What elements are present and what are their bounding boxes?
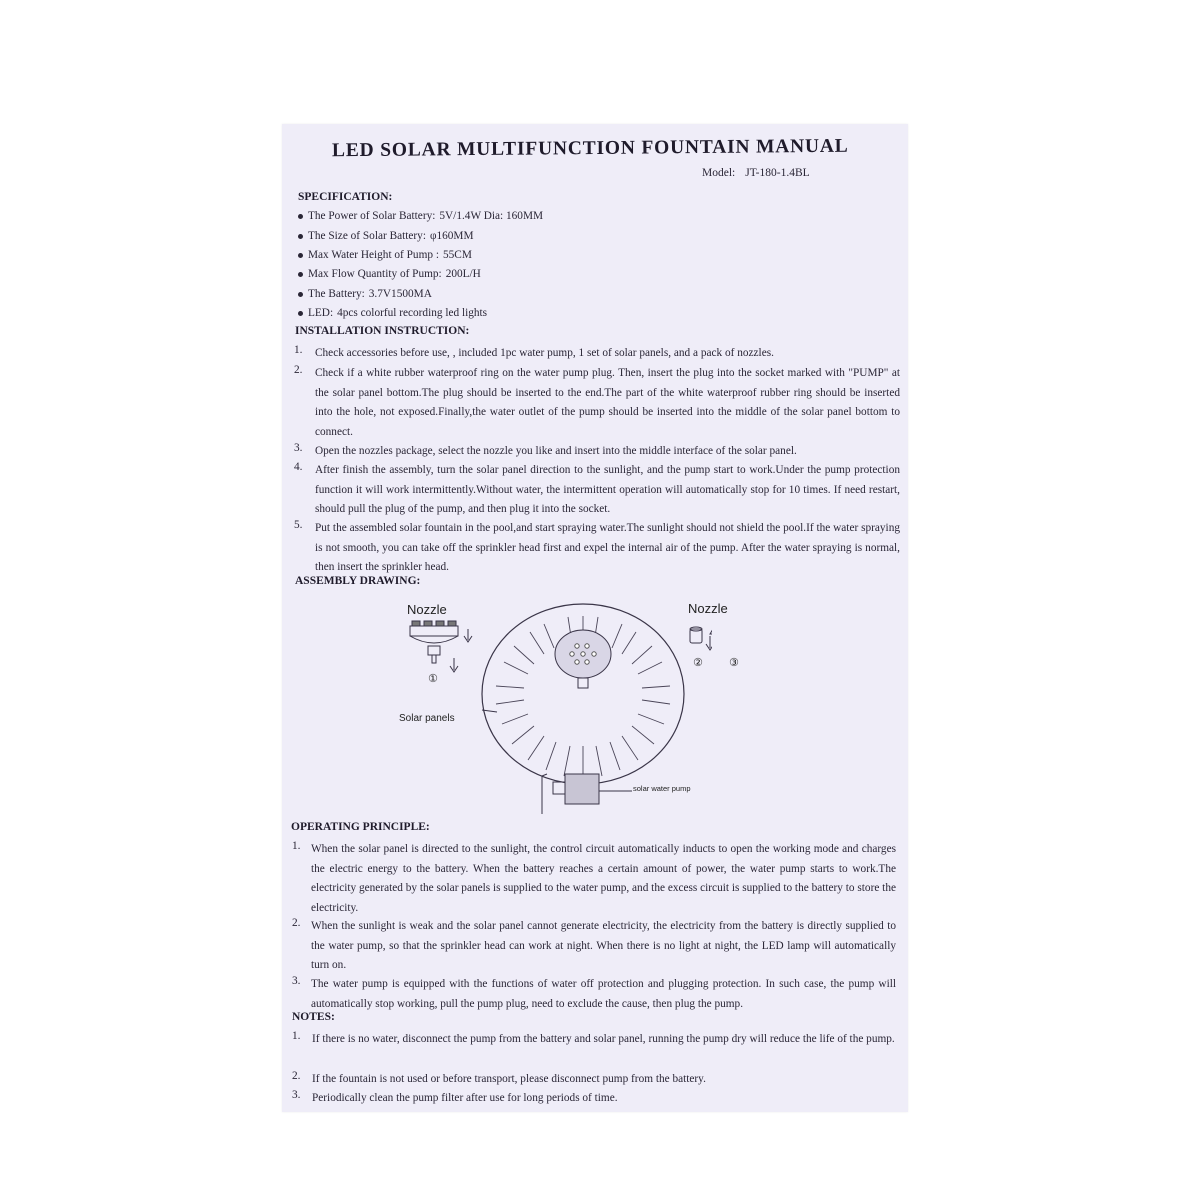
installation-item [294,519,900,579]
nozzle-2-icon [690,627,712,650]
operating-item [292,840,896,920]
item-text: Periodically clean the pump filter after use for long periods of time. [312,1092,618,1104]
spec-label: Max Water Height of Pump : [308,249,439,261]
solar-panel-disc [482,604,684,784]
item-number: 5. [294,519,303,531]
nozzle-3-icon [710,624,712,634]
model-label: Model: [702,167,736,179]
item-text: Open the nozzles package, select the nozzle you like and insert into the middle interface of the solar panel. [315,445,797,457]
item-text: Check accessories before use, , included 1pc water pump, 1 set of solar panels, and a pack of nozzles. [315,347,774,359]
item-number: 1. [292,840,301,852]
notes-heading: NOTES: [292,1011,335,1023]
bullet-icon [298,234,303,239]
item-text: Put the assembled solar fountain in the pool,and start spraying water.The sunlight should not shield the pool.If the water spraying is not smooth, you can take off the sprinkler head first and expel the internal air of the pump. After the water spraying is normal, then insert the sprinkler head. [315,522,900,573]
spec-item [298,288,432,300]
notes-item [292,1030,896,1070]
installation-item [294,461,900,521]
spec-item [298,249,472,261]
bullet-icon [298,272,303,277]
nozzle-number-3: ③ [729,657,739,669]
spec-label: The Battery: [308,288,365,300]
spec-item [298,210,543,222]
spec-value: 3.7V1500MA [368,288,432,300]
item-text: The water pump is equipped with the functions of water off protection and plugging protection. In such case, the pump will automatically stop working, pull the pump plug, need to exclude the cause, then plug the pump. [311,978,896,1010]
item-text: When the solar panel is directed to the sunlight, the control circuit automatically inducts to open the working mode and charges the electric energy to the battery. When the battery reaches a certain amount of power, the water pump starts to work.The electricity generated by the solar panels is supplied to the water pump, and the excess circuit is supplied to the battery to store the electricity. [311,843,896,914]
item-number: 2. [294,364,303,376]
specification-heading: SPECIFICATION: [298,191,393,203]
operating-item [292,975,896,1015]
manual-title: LED SOLAR MULTIFUNCTION FOUNTAIN MANUAL [331,135,849,162]
bullet-icon [298,311,303,316]
solar-panels-label: Solar panels [399,713,455,724]
spec-label: Max Flow Quantity of Pump: [308,268,442,280]
nozzle-1-icon [410,621,472,672]
nozzle-number-1: ① [428,673,438,685]
item-number: 1. [294,344,303,356]
bullet-icon [298,292,303,297]
spec-value: 200L/H [445,268,481,280]
model-value: JT-180-1.4BL [745,167,810,179]
operating-item [292,917,896,977]
item-text: Check if a white rubber waterproof ring on the water pump plug. Then, insert the plug into the socket marked with "PUMP" at the solar panel bottom.The plug should be inserted to the end.The part of the white waterproof rubber ring should be inserted into the hole, not exposed.Finally,the water outlet of the pump should be inserted into the middle of the solar panel bottom to connect. [315,367,900,438]
assembly-drawing [382,594,739,814]
installation-heading: INSTALLATION INSTRUCTION: [295,325,470,337]
bullet-icon [298,253,303,258]
spec-label: LED: [308,307,334,319]
model-line [702,167,810,179]
item-text: If there is no water, disconnect the pump from the battery and solar panel, running the pump dry will reduce the life of the pump. [312,1033,895,1045]
spec-item [298,230,474,242]
bullet-icon [298,214,303,219]
item-text: After finish the assembly, turn the solar panel direction to the sunlight, and the pump start to work.Under the pump protection function it will work intermittently.Without water, the intermittent operation will automatically stop for 10 times. If need restart, should pull the plug of the pump, and then plug it into the socket. [315,464,900,515]
installation-item [294,442,900,462]
spec-item [298,307,487,319]
item-number: 3. [292,975,301,987]
assembly-heading: ASSEMBLY DRAWING: [295,575,421,587]
notes-item [292,1070,896,1090]
item-number: 4. [294,461,303,473]
spec-label: The Power of Solar Battery: [308,210,436,222]
installation-item [294,364,900,444]
item-number: 2. [292,917,301,929]
spec-value: 55CM [442,249,472,261]
item-number: 3. [294,442,303,454]
nozzle-left-label: Nozzle [407,602,447,617]
operating-heading: OPERATING PRINCIPLE: [291,821,430,833]
spec-label: The Size of Solar Battery: [308,230,426,242]
item-number: 1. [292,1030,301,1042]
item-number: 3. [292,1089,301,1101]
installation-item [294,344,900,364]
spec-value: 5V/1.4W Dia: 160MM [439,210,544,222]
assembly-diagram [382,594,712,814]
pump-label: solar water pump [633,784,691,793]
spec-value: 4pcs colorful recording led lights [337,307,488,319]
item-number: 2. [292,1070,301,1082]
nozzle-number-2: ② [693,657,703,669]
spec-value: φ160MM [429,230,474,242]
notes-item [292,1089,896,1109]
spec-item [298,268,481,280]
manual-sheet [282,124,908,1112]
item-text: When the sunlight is weak and the solar panel cannot generate electricity, the electricity from the battery is directly supplied to the water pump, so that the sprinkler head can work at night. When there is no light at night, the LED lamp will automatically turn on. [311,920,896,971]
item-text: If the fountain is not used or before transport, please disconnect pump from the battery. [312,1073,706,1085]
nozzle-right-label: Nozzle [688,601,728,616]
